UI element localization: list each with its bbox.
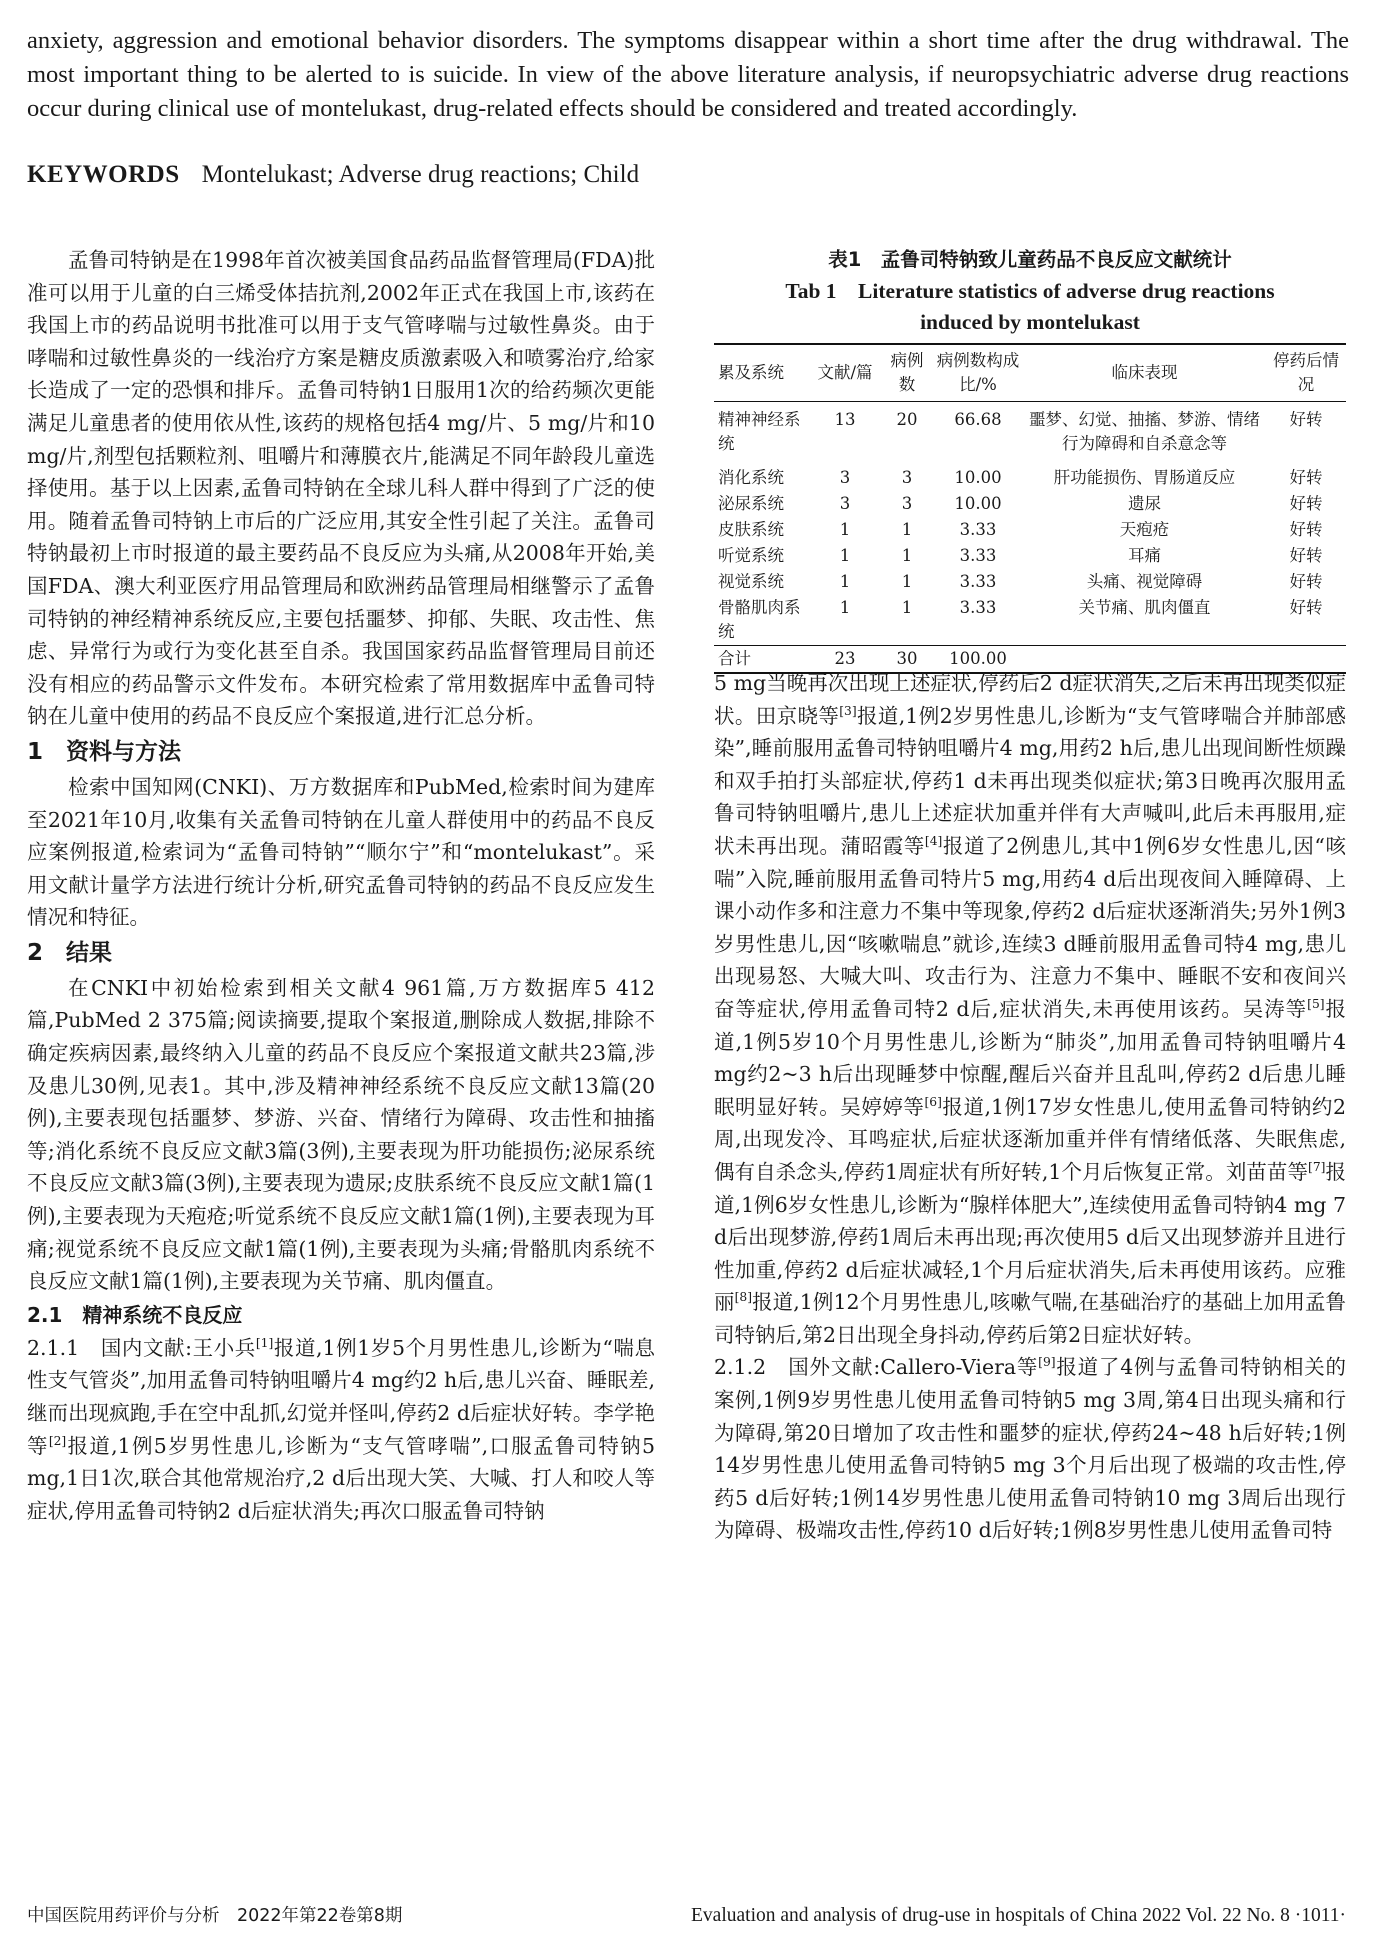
text-run: 报道,1例1岁5个月男性患儿,诊断为“喘息性支气管炎”,加用孟鲁司特钠咀嚼片4 mg约2 h后,患儿兴奋、睡眠差,继而出现疯跑,手在空中乱抓,幻觉并怪叫,停药2 d后症状好转。李学艳等 (27, 1335, 656, 1458)
system-cell: 泌尿系统 (718, 494, 784, 513)
system-cell: 听觉系统 (718, 546, 784, 565)
table-row (714, 465, 1346, 491)
subsubsection-label: 2.1.2 国外文献: (714, 1355, 881, 1380)
system-cell: 合计 (718, 649, 751, 668)
caption-line: induced by montelukast (920, 310, 1140, 334)
manifestation-cell: 天疱疮 (1119, 520, 1170, 539)
section-heading-methods: 1 资料与方法 (27, 738, 182, 765)
outcome-cell: 好转 (1289, 520, 1323, 539)
cases-cell: 1 (901, 572, 913, 591)
cases-cell: 1 (901, 520, 913, 539)
cases-cell: 20 (896, 410, 918, 429)
manifestation-cell: 头痛、视觉障碍 (1086, 572, 1203, 591)
column-header: 病例数 (890, 351, 924, 394)
table-row (714, 517, 1346, 543)
subsection-heading-psych: 2.1 精神系统不良反应 (27, 1302, 243, 1327)
cases-cell: 3 (901, 468, 913, 487)
column-header: 文献/篇 (817, 363, 873, 382)
footer-journal-en: Evaluation and analysis of drug-use in hospitals of China 2022 Vol. 22 No. 8 ·1011· (691, 1905, 1346, 1926)
citation-ref: [3] (839, 703, 857, 718)
table-row (714, 569, 1346, 595)
caption-line: Tab 1 Literature statistics of adverse drug reactions (785, 279, 1275, 303)
papers-cell: 13 (834, 410, 856, 429)
cases-cell: 1 (901, 598, 913, 617)
percent-cell: 3.33 (959, 598, 997, 617)
outcome-cell: 好转 (1289, 598, 1323, 617)
text-run: 报道了2例患儿,其中1例6岁女性患儿,因“咳喘”入院,睡前服用孟鲁司特片5 mg,用药4 d后出现夜间入睡障碍、上课小动作多和注意力不集中等现象,停药2 d后症状逐渐消失;另外1例3岁男性患儿,因“咳嗽喘息”就诊,连续3 d睡前服用孟鲁司特4 mg,患儿出现易怒、大喊大叫、攻击行为、注意力不集中、睡眠不安和夜间兴奋等症状,停用孟鲁司特2 d后,症状消失,未再使用该药。吴涛等 (714, 833, 1347, 1021)
text-run: 报道,1例17岁女性患儿,使用孟鲁司特钠约2周,出现发冷、耳鸣症状,后症状逐渐加重并伴有情绪低落、失眠焦虑,偶有自杀念头,停药1周症状有所好转,1个月后恢复正常。刘苗苗等 (714, 1094, 1347, 1184)
citation-ref: [5] (1307, 997, 1325, 1012)
outcome-cell: 好转 (1289, 494, 1323, 513)
outcome-cell: 好转 (1289, 410, 1323, 429)
manifestation-cell: 肝功能损伤、胃肠道反应 (1053, 468, 1236, 487)
text-run: 报道,1例6岁女性患儿,诊断为“腺样体肥大”,连续使用孟鲁司特钠4 mg 7 d后出现梦游,停药1周后未再出现;再次使用5 d后又出现梦游并且进行性加重,停药2 d后症状减轻,1个月后症状消失,后未再使用该药。应雅丽 (714, 1159, 1346, 1315)
outcome-cell: 好转 (1289, 468, 1323, 487)
cases-cell: 30 (896, 649, 918, 668)
text-run: Callero-Viera等 (880, 1355, 1039, 1380)
papers-cell: 3 (839, 494, 851, 513)
papers-cell: 1 (839, 520, 851, 539)
percent-cell: 10.00 (954, 494, 1002, 513)
citation-ref: [2] (48, 1433, 67, 1448)
table-row (714, 543, 1346, 569)
citation-ref: [7] (1308, 1160, 1326, 1175)
text-run: 报道了4例与孟鲁司特钠相关的案例,1例9岁男性患儿使用孟鲁司特钠5 mg 3周,第4日出现头痛和行为障碍,第20日增加了攻击性和噩梦的症状,停药24~48 h后好转;1例14岁男性患儿使用孟鲁司特钠5 mg 3个月后出现了极端的攻击性,停药5 d后好转;1例14岁男性患儿使用孟鲁司特钠10 mg 3周后出现行为障碍、极端攻击性,停药10 d后好转;1例8岁男性患儿使用孟鲁司特 (714, 1355, 1346, 1543)
text-run: 报道,1例12个月男性患儿,咳嗽气喘,在基础治疗的基础上加用孟鲁司特钠后,第2日出现全身抖动,停药后第2日症状好转。 (714, 1290, 1346, 1347)
right-column (714, 667, 1346, 1547)
section-heading-results: 2 结果 (27, 939, 113, 966)
percent-cell: 66.68 (954, 410, 1002, 429)
papers-cell: 1 (839, 598, 851, 617)
outcome-cell: 好转 (1289, 572, 1323, 591)
subsubsection-label: 2.1.1 国内文献: (27, 1335, 193, 1360)
table-caption-en (714, 276, 1346, 338)
citation-ref: [4] (924, 834, 943, 849)
table-row (714, 595, 1346, 646)
percent-cell: 3.33 (959, 546, 997, 565)
system-cell: 消化系统 (718, 468, 784, 487)
adr-statistics-table (714, 343, 1346, 674)
papers-cell: 1 (839, 546, 851, 565)
methods-paragraph: 检索中国知网(CNKI)、万方数据库和PubMed,检索时间为建库至2021年10月,收集有关孟鲁司特钠在儿童人群使用中的药品不良反应案例报道,检索词为“孟鲁司特钠”“顺尔宁”和“montelukast”。采用文献计量学方法进行统计分析,研究孟鲁司特钠的药品不良反应发生情况和特征。 (27, 774, 655, 930)
manifestation-cell: 噩梦、幻觉、抽搐、梦游、情绪行为障碍和自杀意念等 (1029, 410, 1260, 453)
text-run: 5 mg当晚再次出现上述症状,停药后2 d症状消失,之后未再出现类似症状。田京晓等 (714, 671, 1346, 728)
cases-cell: 3 (901, 494, 913, 513)
system-cell: 骨骼肌肉系统 (718, 598, 801, 641)
column-header: 累及系统 (718, 363, 784, 382)
citation-ref: [6] (924, 1094, 942, 1109)
outcome-cell: 好转 (1289, 546, 1323, 565)
text-run: 报道,1例2岁男性患儿,诊断为“支气管哮喘合并肺部感染”,睡前服用孟鲁司特钠咀嚼片4 mg,用药2 h后,患儿出现间断性烦躁和双手拍打头部症状,停药1 d未再出现类似症状;第3日晚再次服用孟鲁司特钠咀嚼片,患儿上述症状加重并伴有大声喊叫,此后未再服用,症状未再出现。蒲昭霞等 (714, 703, 1347, 858)
table-row (714, 402, 1346, 466)
domestic-literature-paragraph (27, 1332, 655, 1528)
cases-cell: 1 (901, 546, 913, 565)
percent-cell: 100.00 (949, 649, 1007, 668)
table-header-row (714, 344, 1346, 402)
percent-cell: 10.00 (954, 468, 1002, 487)
keywords-label: KEYWORDS (27, 161, 180, 188)
abstract-tail: anxiety, aggression and emotional behavior disorders. The symptoms disappear within a short time after the drug withdrawal. The most important thing to be alerted to is suicide. In view of the above literature analysis, if neuropsychiatric adverse drug reactions occur during clinical use of montelukast, drug-related effects should be considered and treated accordingly. (27, 27, 1349, 122)
text-run: 报道,1例5岁男性患儿,诊断为“支气管哮喘”,口服孟鲁司特钠5 mg,1日1次,联合其他常规治疗,2 d后出现大笑、大喊、打人和咬人等症状,停用孟鲁司特钠2 d后症状消失;再次口服孟鲁司特钠 (27, 1433, 656, 1523)
percent-cell: 3.33 (959, 520, 997, 539)
percent-cell: 3.33 (959, 572, 997, 591)
manifestation-cell: 耳痛 (1128, 546, 1161, 565)
column-header: 病例数构成比/% (936, 351, 1020, 394)
citation-ref: [9] (1038, 1355, 1056, 1370)
system-cell: 精神神经系统 (718, 410, 801, 453)
papers-cell: 23 (834, 649, 856, 668)
papers-cell: 1 (839, 572, 851, 591)
intro-paragraph: 孟鲁司特钠是在1998年首次被美国食品药品监督管理局(FDA)批准可以用于儿童的白三烯受体拮抗剂,2002年正式在我国上市,该药在我国上市的药品说明书批准可以用于支气管哮喘与过敏性鼻炎。由于哮喘和过敏性鼻炎的一线治疗方案是糖皮质激素吸入和喷雾治疗,给家长造成了一定的恐惧和排斥。孟鲁司特钠1日服用1次的给药频次更能满足儿童患者的使用依从性,该药的规格包括4 mg/片、5 mg/片和10 mg/片,剂型包括颗粒剂、咀嚼片和薄膜衣片,能满足不同年龄段儿童选择使用。基于以上因素,孟鲁司特钠在全球儿科人群中得到了广泛的使用。随着孟鲁司特钠上市后的广泛应用,其安全性引起了关注。孟鲁司特钠最初上市时报道的最主要药品不良反应为头痛,从2008年开始,美国FDA、澳大利亚医疗用品管理局和欧洲药品管理局相继警示了孟鲁司特钠的神经精神系统反应,主要包括噩梦、抑郁、失眠、攻击性、焦虑、异常行为或行为变化甚至自杀。我国国家药品监督管理局目前还没有相应的药品警示文件发布。本研究检索了常用数据库中孟鲁司特钠在儿童中使用的药品不良反应个案报道,进行汇总分析。 (27, 248, 655, 729)
left-column (27, 244, 655, 1527)
foreign-literature-paragraph (714, 1351, 1346, 1547)
system-cell: 视觉系统 (718, 572, 784, 591)
column-header: 临床表现 (1111, 363, 1178, 382)
system-cell: 皮肤系统 (718, 520, 784, 539)
citation-ref: [1] (255, 1335, 274, 1350)
table-caption-cn: 表1 孟鲁司特钠致儿童药品不良反应文献统计 (828, 248, 1232, 271)
manifestation-cell: 关节痛、肌肉僵直 (1078, 598, 1211, 617)
results-paragraph: 在CNKI中初始检索到相关文献4 961篇,万方数据库5 412篇,PubMed 2 375篇;阅读摘要,提取个案报道,删除成人数据,排除不确定疾病因素,最终纳入儿童的药品不良反应个案报道文献共23篇,涉及患儿30例,见表1。其中,涉及精神神经系统不良反应文献13篇(20例),主要表现包括噩梦、梦游、兴奋、情绪行为障碍、攻击性和抽搐等;消化系统不良反应文献3篇(3例),主要表现为肝功能损伤;泌尿系统不良反应文献3篇(3例),主要表现为遗尿;皮肤系统不良反应文献1篇(1例),主要表现为天疱疮;听觉系统不良反应文献1篇(1例),主要表现为耳痛;视觉系统不良反应文献1篇(1例),主要表现为头痛;骨骼肌肉系统不良反应文献1篇(1例),主要表现为关节痛、肌肉僵直。 (27, 975, 655, 1294)
citation-ref: [8] (734, 1290, 752, 1305)
table-row (714, 491, 1346, 517)
case-reports-paragraph (714, 667, 1346, 1351)
manifestation-cell: 遗尿 (1128, 494, 1161, 513)
papers-cell: 3 (839, 468, 851, 487)
footer-journal-cn: 中国医院用药评价与分析 2022年第22卷第8期 (27, 1906, 403, 1926)
column-header: 停药后情况 (1273, 351, 1339, 394)
text-run: 报道,1例5岁10个月男性患儿,诊断为“肺炎”,加用孟鲁司特钠咀嚼片4 mg约2~3 h后出现睡梦中惊醒,醒后兴奋并且乱叫,停药2 d后患儿睡眠明显好转。吴婷婷等 (714, 996, 1347, 1119)
keywords-text: Montelukast; Adverse drug reactions; Child (201, 161, 640, 188)
text-run: 王小兵 (192, 1335, 256, 1360)
keywords-line (27, 158, 1349, 192)
